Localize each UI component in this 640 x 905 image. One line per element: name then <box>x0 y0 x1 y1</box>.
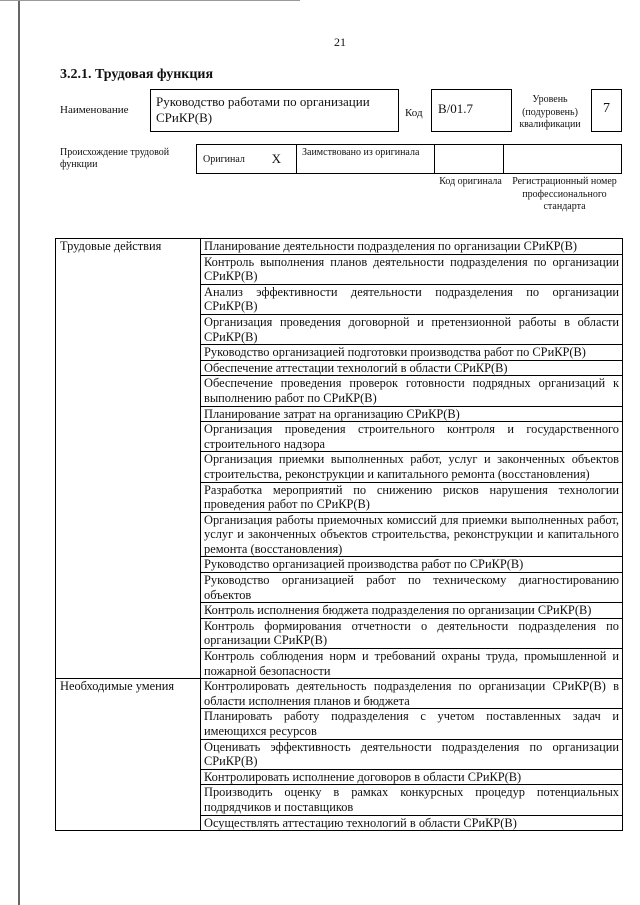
labor-actions-label: Трудовые действия <box>56 239 201 679</box>
labor-actions-item: Анализ эффективности деятельности подразделения по организации СРиКР(В) <box>201 284 623 314</box>
code-label: Код <box>405 107 423 119</box>
code-original-caption: Код оригинала <box>439 176 502 187</box>
labor-actions-item: Организация проведения строительного контроля и государственного строительного надзора <box>201 422 623 452</box>
labor-actions-item: Планирование деятельности подразделения по организации СРиКР(В) <box>201 239 623 255</box>
origin-label: Происхождение трудовой функции <box>60 147 170 170</box>
page-number: 21 <box>334 35 346 49</box>
labor-actions-item: Организация приемки выполненных работ, услуг и законченных объектов строительства, реконструкции и капитального ремонта (восстановления) <box>201 452 623 482</box>
labor-actions-item: Руководство организацией производства работ по СРиКР(В) <box>201 557 623 573</box>
labor-actions-item: Контроль исполнения бюджета подразделения по организации СРиКР(В) <box>201 603 623 619</box>
borrowed-label: Заимствовано из оригинала <box>297 145 435 173</box>
scan-top-line <box>0 0 300 1</box>
name-value-box: Руководство работами по организации СРиКР(В) <box>150 89 399 132</box>
labor-actions-item: Контроль формирования отчетности о деятельности подразделения по организации СРиКР(В) <box>201 618 623 648</box>
reg-number-cell <box>504 145 621 173</box>
original-label: Оригинал <box>203 153 245 165</box>
labor-actions-item: Организация проведения договорной и претензионной работы в области СРиКР(В) <box>201 314 623 344</box>
scan-left-edge <box>18 0 20 905</box>
labor-actions-item: Руководство организацией подготовки производства работ по СРиКР(В) <box>201 345 623 361</box>
skills-label: Необходимые умения <box>56 679 201 831</box>
original-mark: X <box>271 151 281 166</box>
function-table <box>55 238 623 831</box>
origin-row <box>196 144 622 174</box>
code-original-cell <box>435 145 504 173</box>
skills-item: Контролировать деятельность подразделения по организации СРиКР(В) в области исполнения планов и бюджета <box>201 679 623 709</box>
labor-actions-item: Обеспечение проведения проверок готовности подрядных организаций к выполнению работ по СРиКР(В) <box>201 376 623 406</box>
labor-actions-item: Руководство организацией работ по техническому диагностированию объектов <box>201 573 623 603</box>
code-value-box: B/01.7 <box>431 89 512 132</box>
skills-item: Оценивать эффективность деятельности подразделения по организации СРиКР(В) <box>201 739 623 769</box>
labor-actions-item: Планирование затрат на организацию СРиКР(В) <box>201 406 623 422</box>
labor-actions-item: Организация работы приемочных комиссий для приемки выполненных работ, услуг и законченных объектов строительства, реконструкции и капитального ремонта (восстановления) <box>201 512 623 557</box>
skills-item: Контролировать исполнение договоров в области СРиКР(В) <box>201 769 623 785</box>
level-value-box: 7 <box>591 89 622 132</box>
labor-actions-item: Разработка мероприятий по снижению рисков нарушения технологии проведения работ по СРиКР(В) <box>201 482 623 512</box>
reg-number-caption: Регистрационный номер профессионального стандарта <box>512 176 617 212</box>
section-title: 3.2.1. Трудовая функция <box>60 67 214 82</box>
labor-actions-item: Контроль выполнения планов деятельности подразделения по организации СРиКР(В) <box>201 254 623 284</box>
skills-item: Производить оценку в рамках конкурсных процедур потенциальных подрядчиков и поставщиков <box>201 785 623 815</box>
skills-item: Планировать работу подразделения с учетом поставленных задач и имеющихся ресурсов <box>201 709 623 739</box>
labor-actions-row <box>56 239 623 255</box>
skills-row <box>56 679 623 709</box>
labor-actions-item: Обеспечение аттестации технологий в области СРиКР(В) <box>201 360 623 376</box>
level-label: Уровень (подуровень) квалификации <box>519 94 581 130</box>
name-label: Наименование <box>60 104 129 116</box>
labor-actions-item: Контроль соблюдения норм и требований охраны труда, промышленной и пожарной безопасности <box>201 649 623 679</box>
skills-item: Осуществлять аттестацию технологий в области СРиКР(В) <box>201 815 623 831</box>
original-cell <box>197 145 297 173</box>
